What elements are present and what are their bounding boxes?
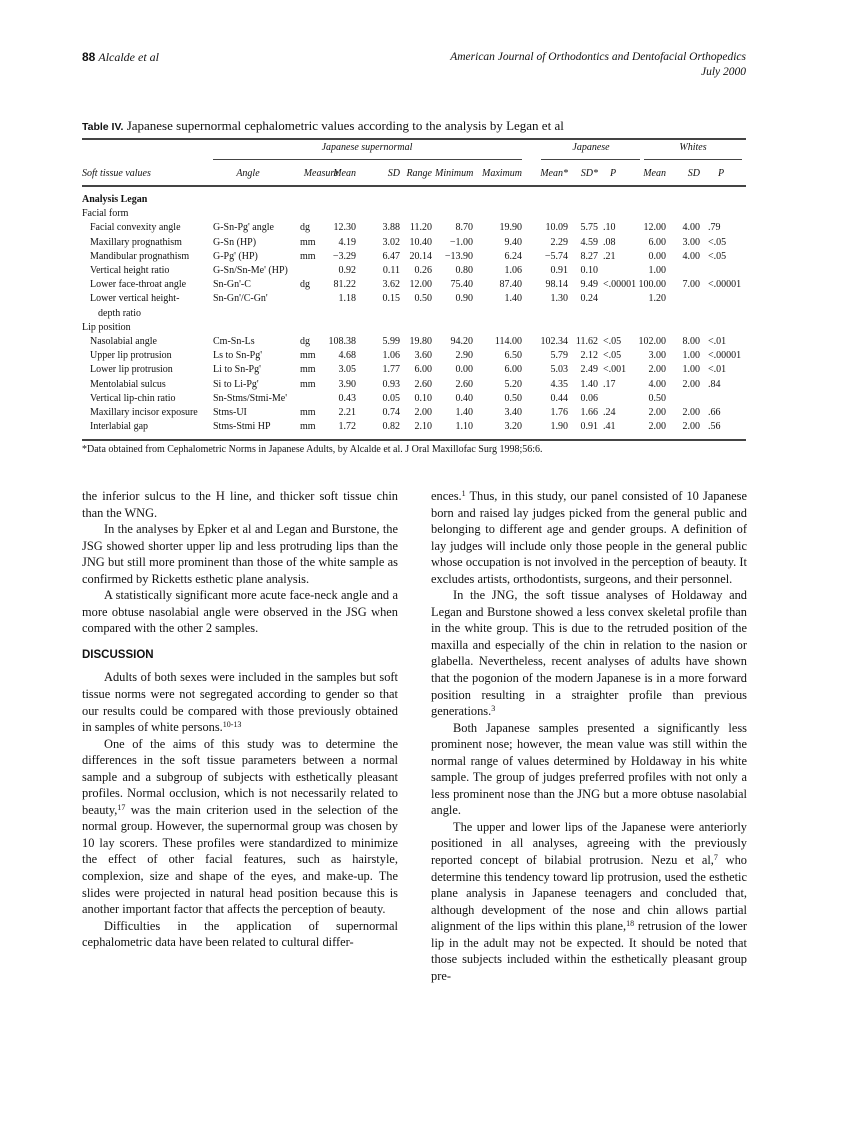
group-header-japanese-supernormal: Japanese supernormal bbox=[321, 142, 413, 153]
group-header-whites: Whites bbox=[679, 142, 707, 153]
section-row bbox=[0, 194, 866, 208]
table-row bbox=[0, 279, 866, 293]
row-label: Interlabial gap bbox=[90, 421, 149, 433]
table-row bbox=[0, 336, 866, 350]
table-cell: 1.76 bbox=[550, 407, 568, 418]
table-cell: 3.62 bbox=[382, 279, 400, 291]
table-cell: .10 bbox=[603, 222, 616, 234]
table-cell: 3.90 bbox=[338, 378, 356, 390]
text-run: retrusion of the lower lip in the adult may not be expected. It should be noted that those subjects included within the esthetically pleasant group pre- bbox=[431, 919, 748, 983]
header-rule bbox=[82, 185, 746, 187]
table-cell: 2.00 bbox=[682, 421, 700, 433]
group-header-japanese: Japanese bbox=[572, 142, 610, 153]
table-cell: 94.20 bbox=[450, 336, 473, 347]
table-cell: 1.00 bbox=[648, 265, 666, 276]
table-cell: 0.10 bbox=[580, 265, 598, 276]
table-cell: dg bbox=[300, 279, 310, 291]
table-cell: −13.90 bbox=[444, 250, 473, 262]
table-cell: 0.80 bbox=[455, 265, 473, 276]
table-cell: 10.09 bbox=[545, 222, 568, 234]
section-label: Analysis Legan bbox=[82, 194, 148, 205]
table-cell: <.05 bbox=[708, 250, 727, 262]
subsection-label: Lip position bbox=[82, 321, 131, 333]
table-cell: 6.00 bbox=[414, 364, 432, 376]
table-cell: 0.43 bbox=[338, 392, 356, 404]
table-cell: 0.93 bbox=[382, 378, 400, 390]
table-top-rule bbox=[82, 138, 746, 140]
table-cell: 7.00 bbox=[682, 279, 700, 291]
paragraph bbox=[82, 587, 398, 637]
table-cell: 4.00 bbox=[682, 250, 700, 262]
table-row bbox=[0, 293, 866, 307]
running-header-left bbox=[82, 50, 159, 65]
table-cell: 0.90 bbox=[455, 293, 473, 305]
table-cell: 3.88 bbox=[382, 222, 400, 234]
citation-superscript: 7 bbox=[713, 853, 718, 863]
table-cell: 20.14 bbox=[409, 250, 432, 262]
subsection-row bbox=[0, 208, 866, 222]
table-cell: <.05 bbox=[708, 236, 727, 248]
table-cell: .84 bbox=[708, 378, 721, 390]
table-cell: 4.68 bbox=[338, 350, 356, 362]
table-row bbox=[0, 393, 866, 407]
column-header: Mean bbox=[643, 168, 666, 179]
table-cell: 12.00 bbox=[643, 222, 666, 234]
citation-superscript: 1 bbox=[461, 489, 466, 498]
table-cell: 1.72 bbox=[338, 421, 356, 433]
table-cell: 0.91 bbox=[550, 265, 568, 276]
table-cell: mm bbox=[300, 364, 316, 376]
table-cell: 0.44 bbox=[550, 392, 568, 404]
table-cell: 1.30 bbox=[550, 293, 568, 305]
table-cell: 9.49 bbox=[580, 279, 598, 291]
table-cell: mm bbox=[300, 250, 316, 262]
table-cell: 98.14 bbox=[545, 279, 568, 291]
table-cell: 8.70 bbox=[455, 222, 473, 234]
paragraph bbox=[82, 669, 398, 735]
table-cell: 87.40 bbox=[499, 279, 522, 291]
table-cell: G-Sn/Sn-Me' (HP) bbox=[213, 265, 288, 276]
table-cell: 0.00 bbox=[455, 364, 473, 376]
table-bottom-rule bbox=[82, 439, 746, 441]
citation-superscript: 3 bbox=[491, 704, 496, 714]
table-cell: Stms-UI bbox=[213, 407, 247, 418]
table-cell: −5.74 bbox=[544, 250, 568, 262]
table-cell: dg bbox=[300, 222, 310, 234]
authors: Alcalde et al bbox=[98, 50, 160, 64]
table-cell: 102.34 bbox=[540, 336, 568, 347]
table-cell: 1.40 bbox=[580, 378, 598, 390]
column-header: SD bbox=[687, 168, 700, 179]
table-cell: 8.27 bbox=[580, 250, 598, 262]
table-cell: 2.10 bbox=[414, 421, 432, 433]
table-cell: 2.49 bbox=[580, 364, 598, 376]
group-rule bbox=[213, 159, 522, 160]
table-cell: 5.99 bbox=[382, 336, 400, 347]
column-header: Maximum bbox=[482, 168, 522, 179]
table-cell: 2.29 bbox=[550, 236, 568, 248]
table-cell: 12.30 bbox=[333, 222, 356, 234]
table-cell: 1.10 bbox=[455, 421, 473, 433]
text-run: The upper and lower lips of the Japanese were anteriorly positioned in all analyses, agreeing with the previously reported concept of bilabial protrusion. Nezu et al, bbox=[431, 819, 747, 868]
table-cell: mm bbox=[300, 421, 316, 433]
table-cell: 0.10 bbox=[414, 392, 432, 404]
table-row bbox=[0, 407, 866, 421]
column-header: Range bbox=[406, 168, 432, 179]
table-cell: 6.50 bbox=[504, 350, 522, 362]
row-label: Vertical lip-chin ratio bbox=[90, 392, 176, 404]
text-run: Difficulties in the application of supernormal cephalometric data have been related to cultural differ- bbox=[82, 918, 398, 950]
text-run: the inferior sulcus to the H line, and thicker soft tissue chin than the WNG. bbox=[82, 489, 398, 520]
table-cell: 0.00 bbox=[648, 250, 666, 262]
table-row bbox=[0, 222, 866, 236]
table-label: Table IV. bbox=[82, 121, 124, 133]
citation-superscript: 10-13 bbox=[222, 720, 242, 730]
table-row bbox=[0, 265, 866, 279]
table-cell: 19.80 bbox=[409, 336, 432, 347]
table-cell: 1.20 bbox=[648, 293, 666, 305]
table-cell: 1.66 bbox=[580, 407, 598, 418]
row-label: Upper lip protrusion bbox=[90, 350, 172, 362]
table-cell: 5.20 bbox=[504, 378, 522, 390]
text-run: was the main criterion used in the selection of the normal group. However, the supernormal group was chosen by 10 lay scorers. These profiles were standardized to minimize the effect of other facial features, such as hairstyle, complexion, size and shape of the eyes, and make-up. The slides were projected in natural head position because this is another important factor that affects the perception of beauty. bbox=[82, 802, 398, 917]
table-cell: 19.90 bbox=[499, 222, 522, 234]
section-heading: DISCUSSION bbox=[82, 648, 154, 661]
table-cell: 5.75 bbox=[580, 222, 598, 234]
text-run: Both Japanese samples presented a significantly less prominent nose; however, the mean value was still within the normal range of values determined by Holdaway in his white sample. The group of judges preferred profiles with not only a less prominent nose than the JNG but a more obtuse nasolabial angle. bbox=[431, 720, 747, 818]
paragraph bbox=[82, 488, 398, 521]
table-cell: 11.20 bbox=[409, 222, 432, 234]
table-cell: 81.22 bbox=[333, 279, 356, 291]
table-cell: 0.26 bbox=[414, 265, 432, 276]
table-cell: 1.00 bbox=[682, 350, 700, 362]
table-cell: 100.00 bbox=[638, 279, 666, 291]
text-run: who determine this tendency toward lip protrusion, used the esthetic plane analysis in Japanese teenagers and concluded that, although development of the nose and chin allows partial alignment of the lips within this plane, bbox=[431, 853, 747, 934]
table-cell: 3.02 bbox=[382, 236, 400, 248]
table-cell: mm bbox=[300, 236, 316, 248]
table-cell: 3.20 bbox=[504, 421, 522, 433]
table-title: Japanese supernormal cephalometric values according to the analysis by Legan et al bbox=[126, 118, 564, 133]
table-cell: mm bbox=[300, 350, 316, 362]
table-cell: Cm-Sn-Ls bbox=[213, 336, 255, 347]
table-cell: 0.82 bbox=[382, 421, 400, 433]
paragraph bbox=[431, 720, 747, 819]
table-cell: 1.06 bbox=[382, 350, 400, 362]
table-cell: <.00001 bbox=[708, 350, 742, 362]
citation-superscript: 17 bbox=[117, 802, 126, 812]
table-cell: 108.38 bbox=[328, 336, 356, 347]
table-cell: 5.79 bbox=[550, 350, 568, 362]
table-cell: 0.91 bbox=[580, 421, 598, 433]
table-cell: 3.05 bbox=[338, 364, 356, 376]
table-cell: <.001 bbox=[603, 364, 627, 376]
table-cell: 0.06 bbox=[580, 392, 598, 404]
row-label: Lower face-throat angle bbox=[90, 279, 187, 291]
table-cell: 0.24 bbox=[580, 293, 598, 305]
table-cell: 2.00 bbox=[648, 421, 666, 433]
table-cell: 0.92 bbox=[338, 265, 356, 276]
table-cell: 8.00 bbox=[682, 336, 700, 347]
table-cell: 6.47 bbox=[382, 250, 400, 262]
table-cell: 2.60 bbox=[414, 378, 432, 390]
table-cell: <.00001 bbox=[708, 279, 742, 291]
group-rule bbox=[644, 159, 742, 160]
column-header: Angle bbox=[236, 168, 260, 179]
table-row bbox=[0, 350, 866, 364]
table-cell: 1.77 bbox=[382, 364, 400, 376]
table-cell: 4.35 bbox=[550, 378, 568, 390]
subsection-row bbox=[0, 322, 866, 336]
paragraph bbox=[431, 819, 747, 984]
column-header: Minimum bbox=[435, 168, 474, 179]
column-header: Measure bbox=[303, 168, 339, 179]
table-cell: 2.00 bbox=[414, 407, 432, 418]
table-cell: 75.40 bbox=[450, 279, 473, 291]
table-cell: 0.15 bbox=[382, 293, 400, 305]
row-label: Lower vertical height- bbox=[90, 293, 180, 305]
table-cell: −1.00 bbox=[449, 236, 473, 248]
table-cell: 0.50 bbox=[414, 293, 432, 305]
paragraph bbox=[82, 918, 398, 951]
table-cell: Li to Sn-Pg' bbox=[213, 364, 261, 376]
table-cell: G-Sn (HP) bbox=[213, 236, 257, 248]
row-label: Vertical height ratio bbox=[90, 265, 170, 276]
page-number: 88 bbox=[82, 50, 96, 64]
table-cell: 1.18 bbox=[338, 293, 356, 305]
column-header-row bbox=[0, 168, 866, 182]
table-cell: 2.00 bbox=[682, 378, 700, 390]
table-cell: 4.59 bbox=[580, 236, 598, 248]
table-cell: 2.00 bbox=[648, 364, 666, 376]
table-cell: dg bbox=[300, 336, 310, 347]
row-label: Maxillary prognathism bbox=[90, 236, 182, 248]
table-cell: 0.50 bbox=[648, 392, 666, 404]
column-header: Mean* bbox=[540, 168, 568, 179]
table-cell: 0.05 bbox=[382, 392, 400, 404]
cont-row bbox=[0, 308, 866, 322]
table-cell: Stms-Stmi HP bbox=[213, 421, 271, 433]
table-row bbox=[0, 237, 866, 251]
table-cell: −3.29 bbox=[332, 250, 356, 262]
group-rule bbox=[541, 159, 640, 160]
table-cell: 102.00 bbox=[638, 336, 666, 347]
text-run: ences. bbox=[431, 489, 462, 503]
table-cell: 10.40 bbox=[409, 236, 432, 248]
text-run: One of the aims of this study was to determine the differences in the soft tissue parameters between a normal sample and a subgroup of subjects with esthetically pleasant profiles. Normal occlusion, which is not necessarily related to beauty, bbox=[82, 736, 398, 817]
table-cell: 2.00 bbox=[682, 407, 700, 418]
paragraph bbox=[82, 521, 398, 587]
paragraph bbox=[82, 736, 398, 918]
table-footnote: *Data obtained from Cephalometric Norms in Japanese Adults, by Alcalde et al. J Oral Maxillofac Surg 1998;56:6. bbox=[82, 444, 543, 455]
table-cell: Sn-Gn'/C-Gn' bbox=[213, 293, 268, 305]
table-cell: G-Pg' (HP) bbox=[213, 250, 258, 262]
column-header: SD bbox=[387, 168, 400, 179]
table-cell: mm bbox=[300, 407, 316, 418]
table-cell: 3.00 bbox=[682, 236, 700, 248]
table-cell: <.05 bbox=[603, 350, 622, 362]
row-label: Facial convexity angle bbox=[90, 222, 181, 234]
table-cell: Si to Li-Pg' bbox=[213, 378, 259, 390]
table-cell: 2.00 bbox=[648, 407, 666, 418]
citation-superscript: 18 bbox=[626, 919, 635, 929]
paragraph bbox=[431, 587, 747, 719]
table-cell: G-Sn-Pg' angle bbox=[213, 222, 274, 234]
column-header: P bbox=[718, 168, 725, 179]
table-cell: <.01 bbox=[708, 336, 727, 347]
table-cell: 12.00 bbox=[409, 279, 432, 291]
table-cell: 1.40 bbox=[455, 407, 473, 418]
text-run: In the JNG, the soft tissue analyses of Holdaway and Legan and Burstone showed a less convex skeletal profile than in the white group. This is due to the retruded position of the maxilla and especially of the chin in relation to the nasion or glabella. Nevertheless, recent analyses of adults have shown that the pogonion of the modern Japanese is in a more forward position resulting in a straighter profile than previous generations. bbox=[431, 588, 747, 719]
row-label: Mandibular prognathism bbox=[90, 250, 190, 262]
text-run: Thus, in this study, our panel consisted of 10 Japanese born and raised lay judges picked from the general public and belonging to different age and gender groups. A definition of lay judges will include only those people in the general public whose occupation is not involved in the perception of beauty. It excludes artists, orthodontists, surgeons, and their personnel. bbox=[431, 489, 747, 586]
table-cell: 3.00 bbox=[648, 350, 666, 362]
table-cell: <.05 bbox=[603, 336, 622, 347]
row-label: Mentolabial sulcus bbox=[90, 378, 166, 390]
body-column-left bbox=[82, 488, 398, 951]
table-cell: 4.00 bbox=[648, 378, 666, 390]
table-cell: 114.00 bbox=[494, 336, 522, 347]
table-cell: 5.03 bbox=[550, 364, 568, 376]
table-cell: Ls to Sn-Pg' bbox=[213, 350, 263, 362]
table-row bbox=[0, 364, 866, 378]
table-cell: .24 bbox=[603, 407, 616, 418]
text-run: Adults of both sexes were included in the samples but soft tissue norms were not segregated according to gender so that our results could be compared with those previously obtained in samples of white persons. bbox=[82, 670, 398, 735]
table-cell: 2.12 bbox=[580, 350, 598, 362]
table-cell: 6.24 bbox=[504, 250, 522, 262]
table-cell: .79 bbox=[708, 222, 721, 234]
column-header: P bbox=[610, 168, 617, 179]
text-run: A statistically significant more acute face-neck angle and a more obtuse nasolabial angle were observed in the JSG when compared with the other 2 samples. bbox=[82, 588, 398, 636]
table-cell: 4.00 bbox=[682, 222, 700, 234]
table-cell: 2.60 bbox=[455, 378, 473, 390]
table-cell: 1.00 bbox=[682, 364, 700, 376]
table-cell: 1.06 bbox=[504, 265, 522, 276]
table-cell: 6.00 bbox=[504, 364, 522, 376]
subsection-label: Facial form bbox=[82, 208, 129, 220]
table-cell: 3.60 bbox=[414, 350, 432, 362]
table-cell: 3.40 bbox=[504, 407, 522, 418]
table-row bbox=[0, 421, 866, 435]
journal-name: American Journal of Orthodontics and Dentofacial Orthopedics bbox=[450, 51, 746, 63]
cont-label: depth ratio bbox=[98, 307, 142, 319]
table-cell: 0.40 bbox=[455, 392, 473, 404]
table-cell: 9.40 bbox=[504, 236, 522, 248]
issue-date: July 2000 bbox=[700, 66, 746, 78]
table-cell: 0.11 bbox=[382, 265, 400, 276]
table-cell: .21 bbox=[603, 250, 616, 262]
table-cell: <.01 bbox=[708, 364, 727, 376]
table-cell: Sn-Stms/Stmi-Me' bbox=[213, 392, 288, 404]
column-header: SD* bbox=[580, 168, 598, 179]
table-row bbox=[0, 251, 866, 265]
column-header: Mean bbox=[333, 168, 356, 179]
table-cell: 4.19 bbox=[338, 236, 356, 248]
table-cell: 0.74 bbox=[382, 407, 400, 418]
table-cell: <.00001 bbox=[603, 279, 637, 291]
table-cell: .08 bbox=[603, 236, 616, 248]
table-cell: Sn-Gn'-C bbox=[213, 279, 251, 291]
table-cell: .56 bbox=[708, 421, 721, 433]
row-label: Maxillary incisor exposure bbox=[90, 407, 198, 418]
table-caption bbox=[82, 118, 564, 134]
table-cell: 1.90 bbox=[550, 421, 568, 433]
body-column-right bbox=[431, 488, 747, 984]
table-row bbox=[0, 379, 866, 393]
column-header: Soft tissue values bbox=[82, 168, 151, 179]
paragraph bbox=[431, 488, 747, 587]
table-cell: 1.40 bbox=[504, 293, 522, 305]
row-label: Lower lip protrusion bbox=[90, 364, 173, 376]
table-cell: .17 bbox=[603, 378, 616, 390]
table-cell: 2.21 bbox=[338, 407, 356, 418]
table-cell: .41 bbox=[603, 421, 616, 433]
row-label: Nasolabial angle bbox=[90, 336, 157, 347]
table-cell: .66 bbox=[708, 407, 721, 418]
table-cell: mm bbox=[300, 378, 316, 390]
table-cell: 2.90 bbox=[455, 350, 473, 362]
table-cell: 0.50 bbox=[504, 392, 522, 404]
text-run: In the analyses by Epker et al and Legan and Burstone, the JSG showed shorter upper lip and less protruding lips than the JNG but still more prominent than those of the white sample as confirmed by Ricketts esthetic plane analysis. bbox=[82, 522, 398, 586]
table-cell: 11.62 bbox=[575, 336, 598, 347]
table-cell: 6.00 bbox=[648, 236, 666, 248]
